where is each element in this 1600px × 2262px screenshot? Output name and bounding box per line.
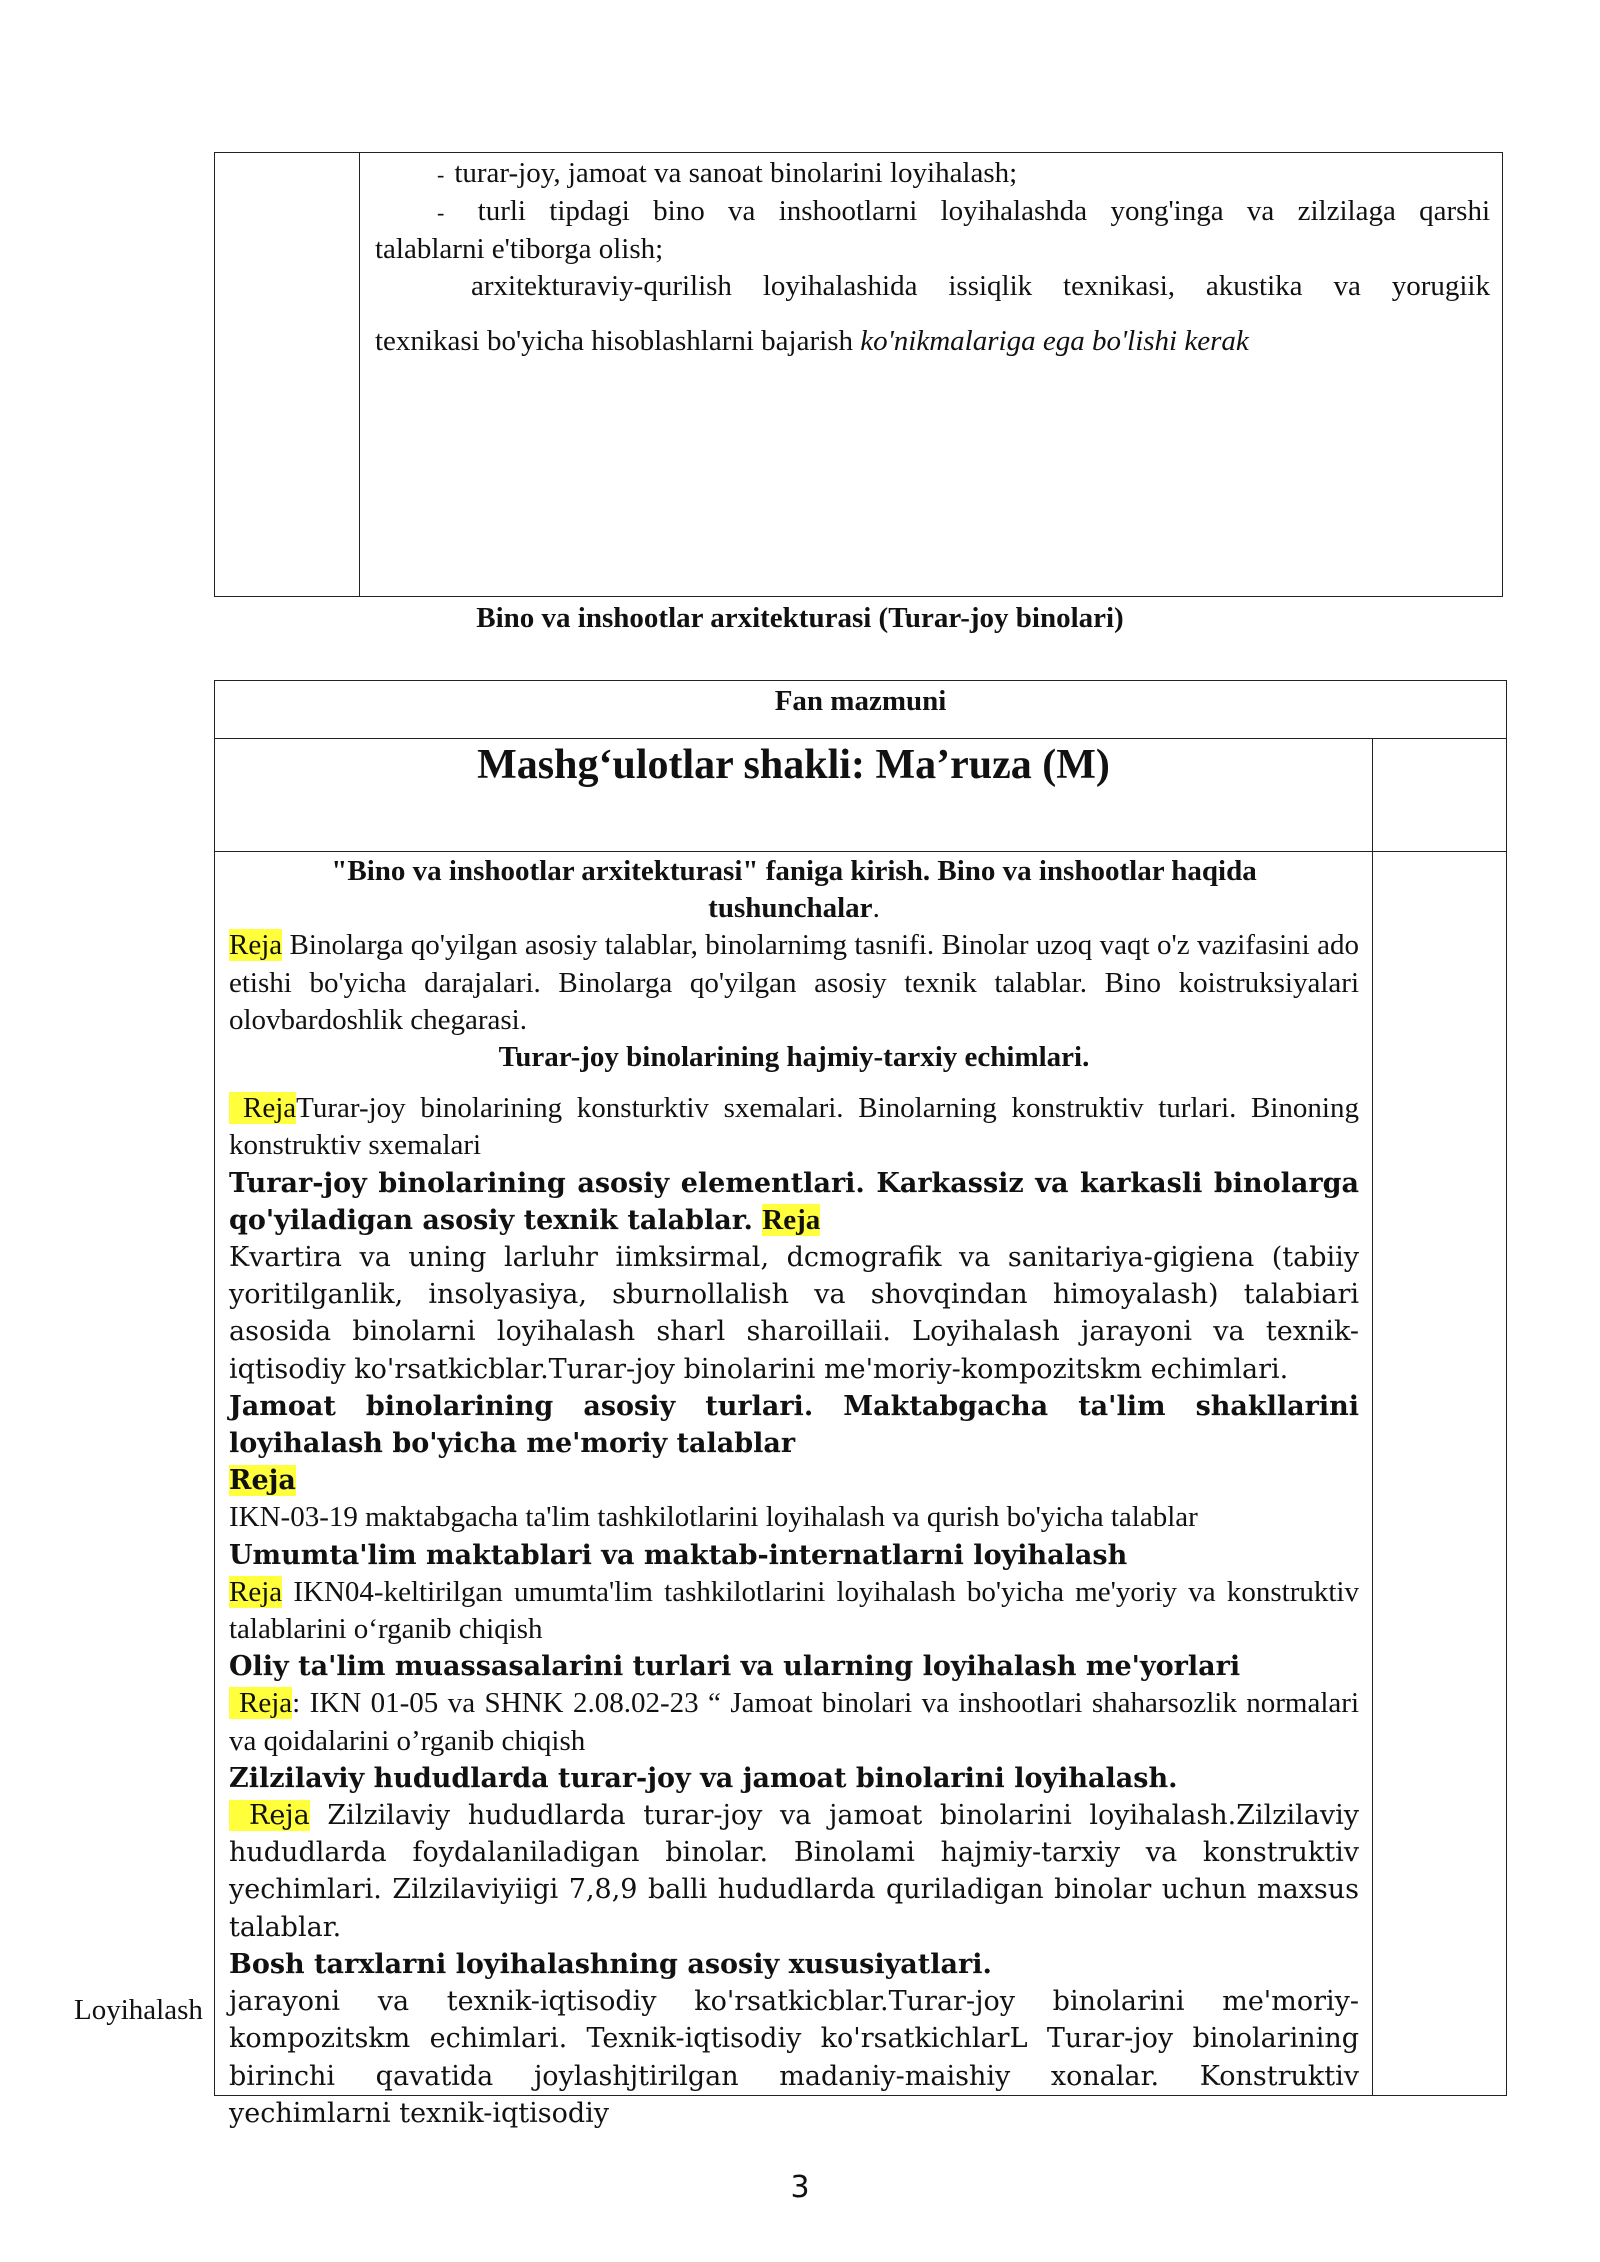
row-divider — [215, 851, 1506, 852]
column-divider — [359, 153, 360, 596]
topic-plan: jarayoni va texnik-iqtisodiy ko'rsatkicblar.Turar-joy binolarini me'moriy-kompozitskm echimlari. Texnik-iqtisodiy ko'rsatkichlarL Turar-joy binolarining birinchi qavatida joylashjtirilgan madaniy-maishiy xonalar. Konstruktiv yechimlarni texnik-iqtisodiy — [229, 1986, 1359, 2129]
lesson-form-title: Mashg‘ulotlar shakli: Ma’ruza (M) — [477, 742, 1110, 788]
topic-title: Bosh tarxlarni loyihalashning asosiy xususiyatlari. — [229, 1948, 992, 1980]
topic-plan: RejaTurar-joy binolarining konsturktiv sxemalari. Binolarning konstruktiv turlari. Binoning konstruktiv sxemalari — [229, 1092, 1359, 1162]
paragraph-line: arxitekturaviy-qurilish loyihalashida issiqlik texnikasi, akustika va yorugiik — [471, 270, 1490, 302]
topic-title: Umumta'lim maktablari va maktab-internatlarni loyihalash — [229, 1539, 1128, 1571]
row-divider — [215, 738, 1506, 739]
reja-label: Reja — [229, 1465, 296, 1497]
section-subtitle: Bino va inshootlar arxitekturasi (Turar-joy binolari) — [476, 602, 1124, 634]
italic-text: ko'nikmalariga ega bo'lishi kerak — [860, 325, 1249, 357]
topic-plan: Reja Zilzilaviy hududlarda turar-joy va jamoat binolarini loyihalash.Zilzilaviy hududlarda foydalaniladigan binolar. Binolami hajmiy-tarxiy va konstruktiv yechimlari. Zilzilaviyiigi 7,8,9 balli hududlarda quriladigan binolar uchun maxsus talablar. — [229, 1800, 1359, 1943]
course-content-table — [214, 680, 1507, 2129]
margin-word: Loyihalash — [74, 1994, 203, 2026]
table-header: Fan mazmuni — [774, 685, 947, 717]
paragraph-line: texnikasi bo'yicha hisoblashlarni bajarish ko'nikmalariga ega bo'lishi kerak — [375, 325, 1249, 357]
topic-title: "Bino va inshootlar arxitekturasi" faniga kirish. Bino va inshootlar haqida tushunchalar. — [331, 855, 1257, 925]
topic-plan: Kvartira va uning larluhr iimksirmal, dcmografik va sanitariya-gigiena (tabiiy yoritilganlik, insolyasiya, sburnollalish va shovqindan himoyalash) talabiari asosida binolarni loyihalash sharl sharoillaii. Loyihalash jarayoni va texnik-iqtisodiy ko'rsatkicblar.Turar-joy binolarini me'moriy-kompozitskm echimlari. — [229, 1242, 1359, 1385]
topic-title: Turar-joy binolarining hajmiy-tarxiy echimlari. — [498, 1041, 1090, 1074]
reja-label: Reja — [229, 929, 283, 962]
content-cell — [229, 853, 1359, 2132]
topic-plan: IKN-03-19 maktabgacha ta'lim tashkilotlarini loyihalash va qurish bo'yicha talablar — [229, 1501, 1198, 1534]
bullet-text: turar-joy, jamoat va sanoat binolarini loyihalash; — [454, 157, 1018, 189]
bullet-continuation: talablarni e'tiborga olish; — [375, 233, 664, 265]
topic-plan: Reja IKN04-keltirilgan umumta'lim tashkilotlarini loyihalash bo'yicha me'yoriy va konstruktiv talablarini o‘rganib chiqish — [229, 1575, 1359, 1646]
requirements-table — [214, 152, 1503, 597]
topic-plan: Reja Binolarga qo'yilgan asosiy talablar, binolarnimg tasnifi. Binolar uzoq vaqt o'z vazifasini ado etishi bo'yicha darajalari. Binolarga qo'yilgan asosiy texnik talablar. Bino koistruksiyalari olovbardoshlik chegarasi. — [229, 929, 1359, 1036]
bullet-item: - turli tipdagi bino va inshootlarni loyihalashda yong'inga va zilzilaga qarshi — [437, 195, 1491, 227]
reja-label: Reja — [229, 1092, 296, 1124]
topic-title: Oliy ta'lim muassasalarini turlari va ularning loyihalash me'yorlari — [229, 1651, 1241, 1683]
topic-title: Jamoat binolarining asosiy turlari. Maktabgacha ta'lim shakllarini loyihalash bo'yicha me'moriy talablar — [229, 1390, 1359, 1460]
reja-label: Reja — [229, 1687, 292, 1719]
reja-label: Reja — [762, 1203, 821, 1236]
topic-plan: Reja: IKN 01-05 va SHNK 2.08.02-23 “ Jamoat binolari va inshootlari shaharsozlik normalari va qoidalarini o’rganib chiqish — [229, 1687, 1359, 1757]
reja-label: Reja — [229, 1575, 283, 1608]
column-divider — [1372, 738, 1373, 2095]
reja-line — [229, 1462, 1359, 1499]
topic-title: Turar-joy binolarining asosiy elementlari. Karkassiz va karkasli binolarga qo'yiladigan asosiy texnik talablar. Reja — [229, 1167, 1359, 1236]
bullet-text: turli tipdagi bino va inshootlarni loyihalashda yong'inga va zilzilaga qarshi — [477, 195, 1491, 227]
page-number: 3 — [790, 2170, 810, 2205]
bullet-item: - turar-joy, jamoat va sanoat binolarini loyihalash; — [437, 157, 1018, 189]
skills-cell — [375, 153, 1490, 360]
reja-label: Reja — [229, 1800, 310, 1831]
topic-title: Zilzilaviy hududlarda turar-joy va jamoat binolarini loyihalash. — [229, 1762, 1178, 1794]
